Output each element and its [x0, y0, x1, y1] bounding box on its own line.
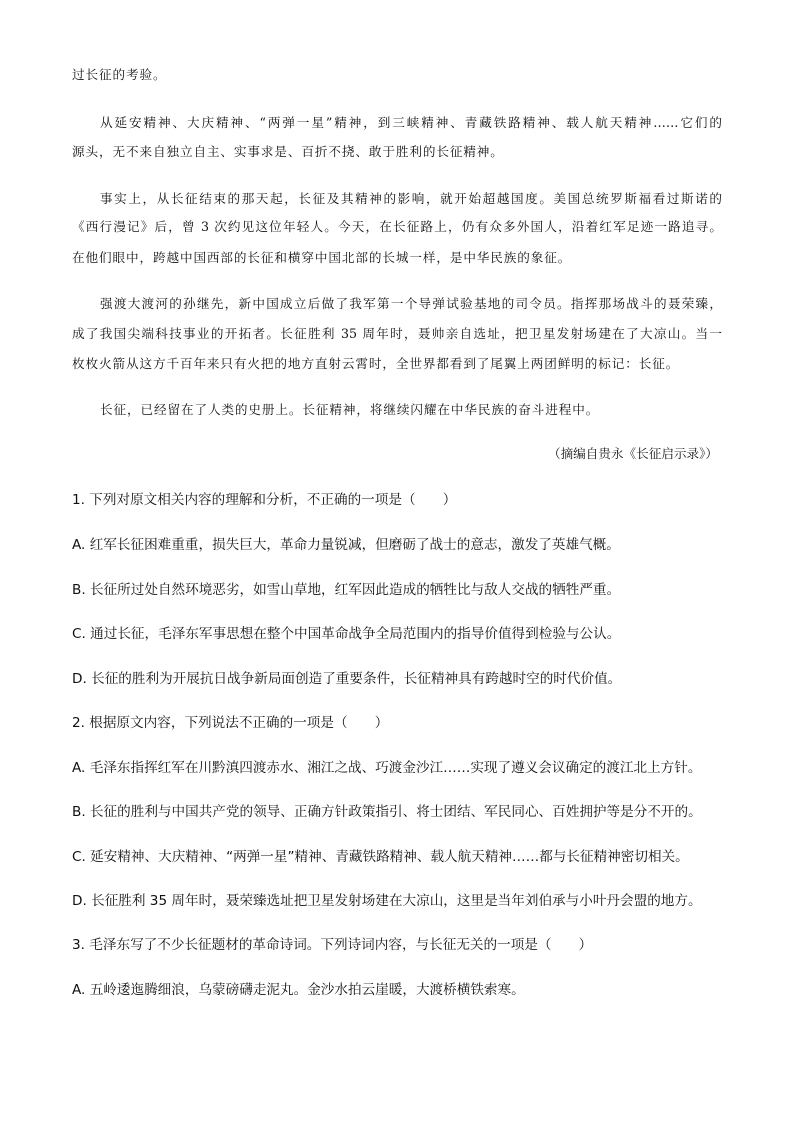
- passage-line: 《西行漫记》后，曾 3 次约见这位年轻人。今天，在长征路上，仍有众多外国人，沿着红军足迹一路追寻。: [72, 219, 722, 234]
- question-3-option-a: A. 五岭逶迤腾细浪，乌蒙磅礴走泥丸。金沙水拍云崖暖，大渡桥横铁索寒。: [72, 982, 525, 998]
- question-1-option-c: C. 通过长征，毛泽东军事思想在整个中国革命战争全局范围内的指导价值得到检验与公认。: [72, 626, 621, 642]
- question-1-stem: 1. 下列对原文相关内容的理解和分析，不正确的一项是（ ）: [72, 492, 457, 508]
- passage-line: 事实上，从长征结束的那天起，长征及其精神的影响，就开始超越国度。美国总统罗斯福看过斯诺的: [100, 191, 722, 206]
- question-2-option-a: A. 毛泽东指挥红军在川黔滇四渡赤水、湘江之战、巧渡金沙江……实现了遵义会议确定的渡江北上方针。: [72, 760, 702, 776]
- question-1-option-a: A. 红军长征困难重重，损失巨大，革命力量锐减，但磨砺了战士的意志，激发了英雄气概。: [72, 537, 620, 553]
- question-2-stem: 2. 根据原文内容，下列说法不正确的一项是（ ）: [72, 715, 389, 731]
- question-3-stem: 3. 毛泽东写了不少长征题材的革命诗词。下列诗词内容，与长征无关的一项是（ ）: [72, 937, 593, 953]
- passage-line: 在他们眼中，跨越中国西部的长征和横穿中国北部的长城一样，是中华民族的象征。: [72, 250, 572, 265]
- passage-line: 强渡大渡河的孙继先，新中国成立后做了我军第一个导弹试验基地的司令员。指挥那场战斗的聂荣臻，: [100, 296, 722, 311]
- question-2-option-b: B. 长征的胜利与中国共产党的领导、正确方针政策指引、将士团结、军民同心、百姓拥护等是分不开的。: [72, 804, 702, 820]
- passage-line: 从延安精神、大庆精神、“两弹一星”精神，到三峡精神、青藏铁路精神、载人航天精神……它们的: [100, 115, 722, 130]
- source-citation: （摘编自贵永《长征启示录》）: [547, 446, 718, 461]
- passage-line: 过长征的考验。: [72, 67, 167, 82]
- passage-line: 长征，已经留在了人类的史册上。长征精神，将继续闪耀在中华民族的奋斗进程中。: [100, 402, 600, 417]
- question-2-option-c: C. 延安精神、大庆精神、“两弹一星”精神、青藏铁路精神、载人航天精神……都与长征精神密切相关。: [72, 849, 689, 865]
- passage-line: 枚枚火箭从这方千百年来只有火把的地方直射云霄时，全世界都看到了尾翼上两团鲜明的标记：长征。: [72, 356, 680, 371]
- passage-line: 成了我国尖端科技事业的开拓者。长征胜利 35 周年时，聂帅亲自选址，把卫星发射场建在了大凉山。当一: [72, 326, 722, 341]
- question-2-option-d: D. 长征胜利 35 周年时，聂荣臻选址把卫星发射场建在大凉山，这里是当年刘伯承与小叶丹会盟的地方。: [72, 893, 702, 909]
- question-1-option-b: B. 长征所过处自然环境恶劣，如雪山草地，红军因此造成的牺牲比与敌人交战的牺牲严重。: [72, 582, 621, 598]
- question-1-option-d: D. 长征的胜利为开展抗日战争新局面创造了重要条件，长征精神具有跨越时空的时代价值。: [72, 671, 622, 687]
- passage-line: 源头，无不来自独立自主、实事求是、百折不挠、敢于胜利的长征精神。: [72, 144, 504, 159]
